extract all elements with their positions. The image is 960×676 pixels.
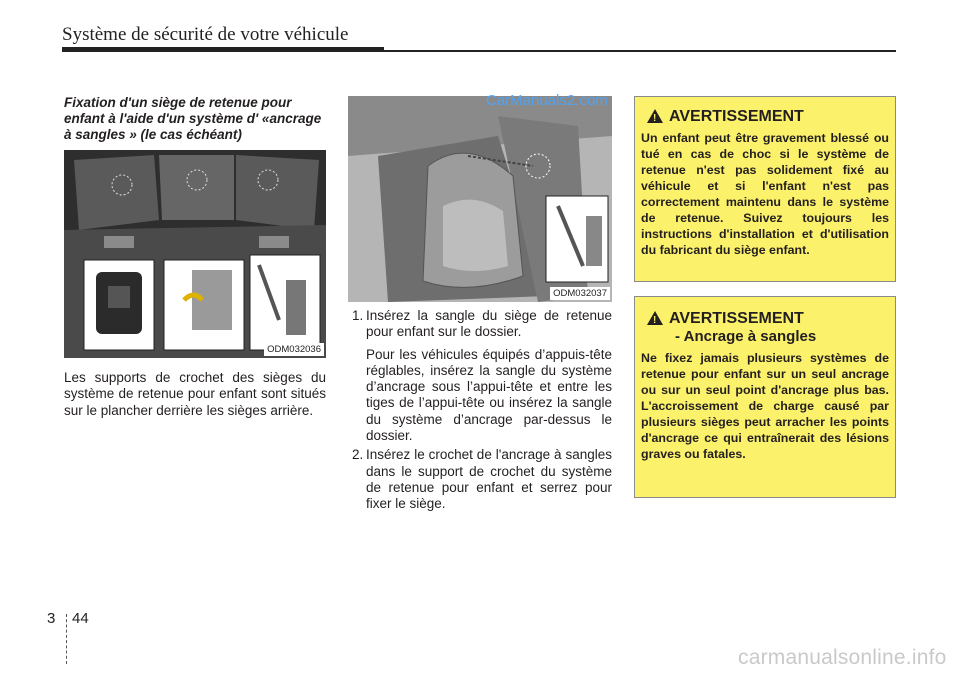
step-text: Insérez la sangle du siège de retenue pour enfant sur le dossier.: [366, 308, 612, 340]
warning-subtitle: - Ancrage à sangles: [675, 328, 817, 345]
warning-text: Ne fixez jamais plusieurs systèmes de retenue pour enfant sur un seul ancrage ou sur un seul point d'ancrage plus bas. L'accroissement de charge causé par plusieurs sièges peut arracher les points d'ancrage ce qui entraînerait des lésions graves ou fatales.: [641, 351, 889, 461]
step-1: [352, 308, 612, 341]
header-rule-thin: [384, 50, 896, 52]
site-watermark: carmanualsonline.info: [738, 646, 947, 669]
chapter-number: 3: [47, 610, 56, 627]
image-caption: ODM032036: [264, 343, 324, 356]
cargo-anchor-illustration: [64, 150, 326, 358]
step-2: [352, 447, 612, 512]
warning-title: AVERTISSEMENT: [669, 310, 804, 327]
step-text: Insérez le crochet de l'ancrage à sangles dans le support de crochet du système de retenue pour enfant et serrez pour fixer le siège.: [366, 447, 612, 512]
page-header-title: Système de sécurité de votre véhicule: [62, 24, 349, 45]
header-rule-thick: [62, 47, 384, 52]
step-text: Pour les véhicules équipés d’appuis-tête réglables, insérez la sangle du système d’ancrage sous l’appui-tête et entre les tiges de l’appui-tête ou insérez la sangle du système d’ancrage par-dessus le dossier.: [366, 346, 612, 444]
warning-text: Un enfant peut être gravement blessé ou tué en cas de choc si le système de retenue n'est pas solidement fixé au véhicule et si l'enfant n'est pas correctement maintenu dans le système de retenue. Suivez toujours les instructions d'installation et d'utilisation du fabricant du siège enfant.: [641, 131, 889, 257]
page-number: 44: [72, 610, 89, 627]
section-heading: Fixation d'un siège de retenue pour enfant à l'aide d'un système d' «ancrage à sangles » (le cas échéant): [64, 95, 322, 142]
warning-icon: !: [647, 311, 663, 325]
warning-title: AVERTISSEMENT: [669, 108, 804, 125]
footer-divider: [66, 614, 67, 664]
image-caption: ODM032037: [550, 287, 610, 300]
step-number: [352, 347, 366, 445]
warning-icon: !: [647, 109, 663, 123]
warning-box-2: [634, 296, 896, 498]
cargo-area-drawing: [64, 150, 326, 358]
child-seat-illustration: [348, 96, 612, 302]
step-1-note: [352, 347, 612, 445]
anchor-location-paragraph: Les supports de crochet des sièges du système de retenue pour enfant sont situés sur le plancher derrière les sièges arrière.: [64, 370, 326, 418]
warning-box-1: [634, 96, 896, 282]
step-number: 2.: [352, 447, 364, 463]
watermark: CarManuals2.com: [486, 92, 608, 109]
installation-steps: [352, 308, 612, 513]
step-number: 1.: [352, 308, 364, 323]
rear-seat-drawing: [348, 96, 612, 302]
